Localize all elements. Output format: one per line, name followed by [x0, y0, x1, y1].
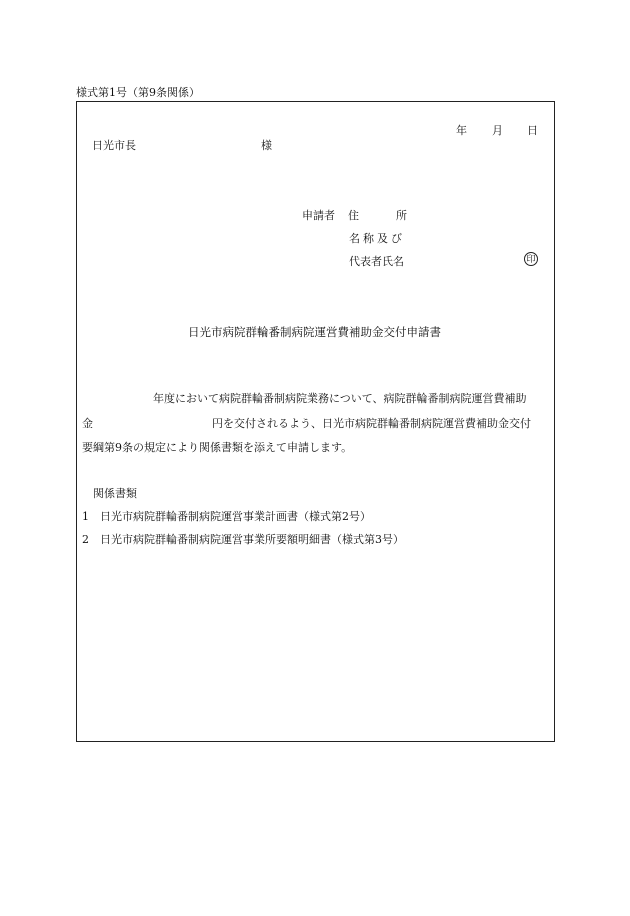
address-label-part-1: 住	[348, 209, 359, 222]
addressee: 日光市長	[92, 139, 136, 152]
seal-mark: 印	[524, 252, 538, 266]
name-label-line-1: 名称及び	[349, 232, 405, 245]
name-label-line-2: 代表者氏名	[349, 255, 404, 268]
attachment-number: 2	[82, 533, 89, 546]
body-text-line-1: 年度において病院群輪番制病院業務について、病院群輪番制病院運営費補助	[153, 392, 527, 405]
body-text-line-2: 円を交付されるよう、日光市病院群輪番制病院運営費補助金交付	[212, 417, 531, 430]
applicant-label: 申請者	[302, 209, 335, 222]
body-text-line-2-start: 金	[82, 417, 93, 430]
attachment-item: 日光市病院群輪番制病院運営事業所要額明細書（様式第3号）	[100, 533, 404, 546]
date-day-label: 日	[527, 124, 538, 137]
date-year-label: 年	[456, 124, 467, 137]
attachment-number: 1	[82, 510, 89, 523]
date-month-label: 月	[492, 124, 503, 137]
form-number: 様式第1号（第9条関係）	[76, 86, 200, 99]
address-label-part-2: 所	[396, 209, 407, 222]
body-text-line-3: 要綱第9条の規定により関係書類を添えて申請します。	[82, 441, 353, 454]
document-title: 日光市病院群輪番制病院運営費補助金交付申請書	[188, 325, 441, 339]
honorific: 様	[261, 139, 272, 152]
attachment-item: 日光市病院群輪番制病院運営事業計画書（様式第2号）	[100, 510, 371, 523]
attachments-heading: 関係書類	[93, 487, 137, 500]
